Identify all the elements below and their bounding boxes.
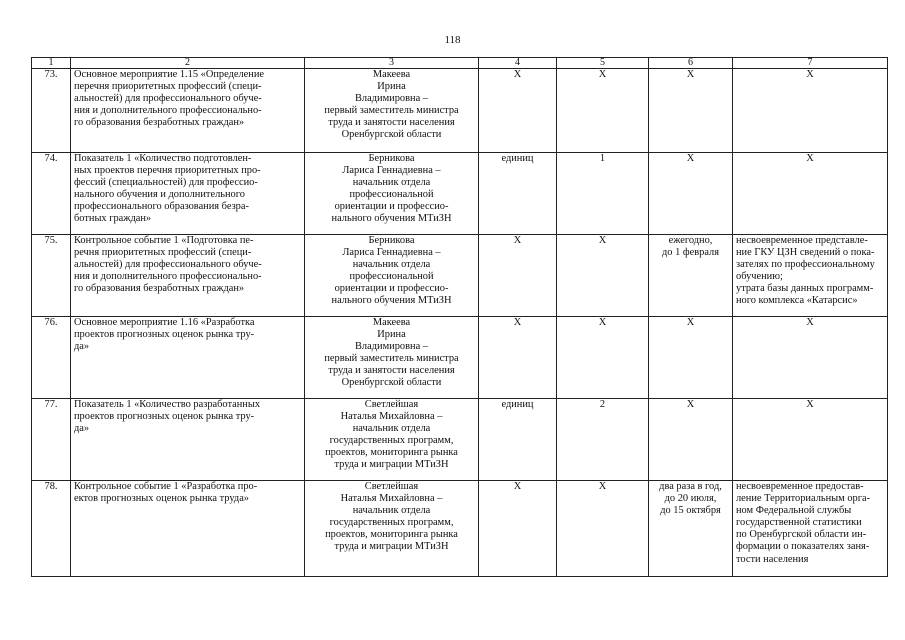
row-number: 73. bbox=[32, 69, 71, 153]
deadline-cell: Х bbox=[649, 153, 733, 235]
row-number: 75. bbox=[32, 235, 71, 317]
deadline-cell: Х bbox=[649, 399, 733, 481]
responsible-person: Светлейшая Наталья Михайловна – начальник отдела государственных программ, проектов, мониторинга рынка труда и миграции МТиЗН bbox=[305, 481, 479, 577]
table-row bbox=[32, 481, 888, 577]
column-header: 4 bbox=[479, 58, 557, 69]
table-row bbox=[32, 235, 888, 317]
activity-name: Показатель 1 «Количество подготовлен- ных проектов перечня приоритетных про- фессий (специальностей) для профессио- нального обучения и дополнительного профессионального образования безра- ботных граждан» bbox=[71, 153, 305, 235]
responsible-person: Берникова Лариса Геннадиевна – начальник отдела профессиональной ориентации и профессио- нального обучения МТиЗН bbox=[305, 153, 479, 235]
row-number: 74. bbox=[32, 153, 71, 235]
activity-name: Контрольное событие 1 «Подготовка пе- речня приоритетных профессий (специ- альностей) для профессионального обуче- ния и дополнительного профессионально- го образования безработных граждан» bbox=[71, 235, 305, 317]
deadline-cell: Х bbox=[649, 317, 733, 399]
row-number: 77. bbox=[32, 399, 71, 481]
activity-name: Основное мероприятие 1.16 «Разработка проектов прогнозных оценок рынка тру- да» bbox=[71, 317, 305, 399]
unit-cell: единиц bbox=[479, 153, 557, 235]
activity-name: Основное мероприятие 1.15 «Определение перечня приоритетных профессий (специ- альностей) для профессионального обуче- ния и дополнительного профессионально- го образования безработных граждан» bbox=[71, 69, 305, 153]
column-header: 5 bbox=[557, 58, 649, 69]
value-cell: Х bbox=[557, 69, 649, 153]
risk-cell: Х bbox=[733, 399, 888, 481]
row-number: 76. bbox=[32, 317, 71, 399]
activity-name: Контрольное событие 1 «Разработка про- ектов прогнозных оценок рынка труда» bbox=[71, 481, 305, 577]
unit-cell: Х bbox=[479, 235, 557, 317]
responsible-person: Берникова Лариса Геннадиевна – начальник отдела профессиональной ориентации и профессио- нального обучения МТиЗН bbox=[305, 235, 479, 317]
deadline-cell: Х bbox=[649, 69, 733, 153]
value-cell: Х bbox=[557, 481, 649, 577]
unit-cell: Х bbox=[479, 69, 557, 153]
risk-cell: несвоевременное предостав- ление Территориальным орга- ном Федеральной службы государственной статистики по Оренбургской области ин- формации о показателях заня- тости населения bbox=[733, 481, 888, 577]
table-row bbox=[32, 399, 888, 481]
deadline-cell: ежегодно, до 1 февраля bbox=[649, 235, 733, 317]
risk-cell: Х bbox=[733, 153, 888, 235]
column-header: 2 bbox=[71, 58, 305, 69]
risk-cell: несвоевременное представле- ние ГКУ ЦЗН сведений о пока- зателях по профессиональному обучению; утрата базы данных программ- ного комплекса «Катарсис» bbox=[733, 235, 888, 317]
activity-name: Показатель 1 «Количество разработанных проектов прогнозных оценок рынка тру- да» bbox=[71, 399, 305, 481]
column-header: 7 bbox=[733, 58, 888, 69]
unit-cell: единиц bbox=[479, 399, 557, 481]
value-cell: Х bbox=[557, 235, 649, 317]
responsible-person: Макеева Ирина Владимировна – первый заместитель министра труда и занятости населения Оренбургской области bbox=[305, 317, 479, 399]
table-row bbox=[32, 153, 888, 235]
value-cell: 2 bbox=[557, 399, 649, 481]
page-number: 118 bbox=[444, 34, 461, 46]
risk-cell: Х bbox=[733, 317, 888, 399]
responsible-person: Светлейшая Наталья Михайловна – начальник отдела государственных программ, проектов, мониторинга рынка труда и миграции МТиЗН bbox=[305, 399, 479, 481]
table-row bbox=[32, 69, 888, 153]
unit-cell: Х bbox=[479, 481, 557, 577]
table-row bbox=[32, 317, 888, 399]
risk-cell: Х bbox=[733, 69, 888, 153]
column-header: 6 bbox=[649, 58, 733, 69]
unit-cell: Х bbox=[479, 317, 557, 399]
measures-table bbox=[31, 57, 888, 577]
row-number: 78. bbox=[32, 481, 71, 577]
column-header: 3 bbox=[305, 58, 479, 69]
value-cell: 1 bbox=[557, 153, 649, 235]
column-header: 1 bbox=[32, 58, 71, 69]
deadline-cell: два раза в год, до 20 июля, до 15 октября bbox=[649, 481, 733, 577]
header-row bbox=[32, 58, 888, 69]
responsible-person: Макеева Ирина Владимировна – первый заместитель министра труда и занятости населения Оренбургской области bbox=[305, 69, 479, 153]
value-cell: Х bbox=[557, 317, 649, 399]
